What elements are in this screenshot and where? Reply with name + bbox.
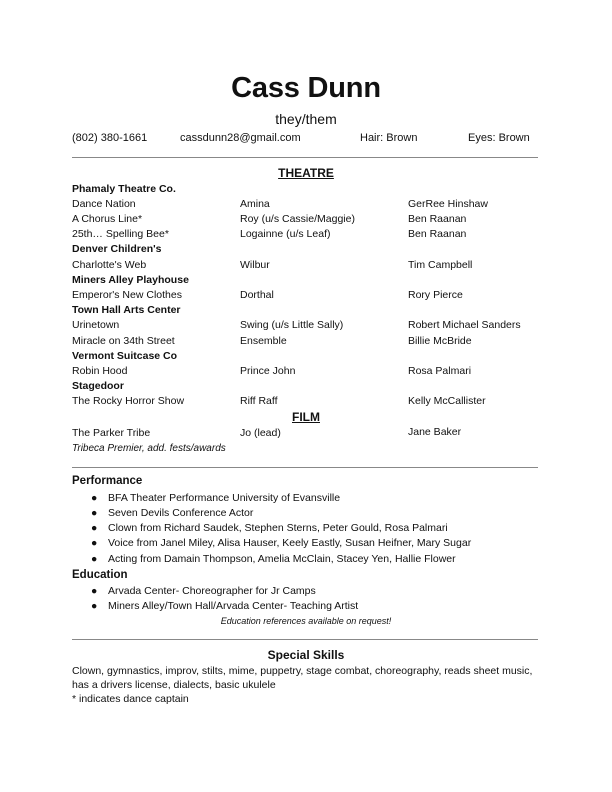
- show-title: Emperor's New Clothes: [72, 289, 182, 301]
- role: Wilbur: [240, 259, 270, 271]
- credit-row: [72, 335, 542, 350]
- pronouns: they/them: [275, 111, 337, 127]
- director: Rosa Palmari: [408, 365, 472, 377]
- divider: [72, 157, 538, 158]
- role: Roy (u/s Cassie/Maggie): [240, 213, 355, 225]
- show-title: Urinetown: [72, 319, 120, 331]
- credit-row: [72, 259, 542, 274]
- divider: [72, 639, 538, 640]
- film-title: The Parker Tribe: [72, 427, 151, 439]
- director: Jane Baker: [408, 426, 462, 438]
- company-name: Denver Children's: [72, 243, 162, 255]
- credit-row: [72, 289, 542, 304]
- bullet-icon: ●: [91, 600, 98, 612]
- bullet-icon: ●: [91, 522, 98, 534]
- role: Swing (u/s Little Sally): [240, 319, 344, 331]
- skills-line: Clown, gymnastics, improv, stilts, mime, puppetry, stage combat, choreography, reads sheet music,: [72, 665, 533, 677]
- performance-heading: Performance: [72, 475, 143, 487]
- company-name: Vermont Suitcase Co: [72, 350, 178, 362]
- resume-name: Cass Dunn: [231, 72, 381, 104]
- director: GerRee Hinshaw: [408, 198, 488, 210]
- resume-page: Cass Dunn they/them (802) 380-1661 cassdunn28@gmail.com Hair: Brown Eyes: Brown THEATRE Phamaly Theatre Co. Dance Nation Amina GerRee Hinshaw A Chorus Line* Roy (u/s Cassie/Maggie) Ben Raanan 25th… Spelling Bee* Logainne (u/s Leaf) Ben Raanan Denver Children's Charlotte's Web Wilbur Tim Campbell Miners Alley Playhouse Emperor's New Clothes Dorthal Rory Pierce Town Hall Arts Center Urinetown Swing (u/s Little Sally) Robert Michael Sanders Miracle on 34th Street Ensemble Billie McBride Vermont Suitcase Co Robin Hood Prince John Rosa Palmari Stagedoor The Rocky Horror Show Riff Raff Kelly McCallister FILM The Parker Tribe Jo (lead) Jane Baker Tribeca Premier, add. fests/awards Performance ● BFA Theater Performance University of Evansville ● Seven Devils Conference Actor ● Clown from Richard Saudek, Stephen Sterns, Peter Gould, Rosa Palmari ● Voice from Janel Miley, Alisa Hauser, Keely Eastly, Susan Heifner, Mary Sugar ● Acting from Damain Thompson, Amelia McClain, Stacey Yen, Hallie Flower Education ● Arvada Center- Choreographer for Jr Camps ● Miners Alley/Town Hall/Arvada Center- Teaching Artist Education references available on request! Special Skills Clown, gymnastics, improv, stilts, mime, puppetry, stage combat, choreography, reads sheet music, has a drivers license, dialects, basic ukulele * indicates dance captain: [0, 0, 612, 792]
- hair-color: Hair: Brown: [360, 132, 418, 144]
- role: Ensemble: [240, 335, 287, 347]
- dance-captain-note: * indicates dance captain: [72, 693, 189, 705]
- role: Amina: [240, 198, 270, 210]
- role: Dorthal: [240, 289, 274, 301]
- credit-row: [72, 395, 542, 410]
- director: Robert Michael Sanders: [408, 319, 521, 331]
- divider: [72, 467, 538, 468]
- director: Kelly McCallister: [408, 395, 486, 407]
- show-title: Charlotte's Web: [72, 259, 147, 271]
- theatre-section-title: THEATRE: [278, 166, 334, 180]
- show-title: Miracle on 34th Street: [72, 335, 175, 347]
- show-title: The Rocky Horror Show: [72, 395, 185, 407]
- eye-color: Eyes: Brown: [468, 132, 530, 144]
- bullet-icon: ●: [91, 492, 98, 504]
- company-name: Town Hall Arts Center: [72, 304, 181, 316]
- film-note: Tribeca Premier, add. fests/awards: [72, 443, 226, 454]
- director: Tim Campbell: [408, 259, 473, 271]
- role: Logainne (u/s Leaf): [240, 228, 331, 240]
- role: Jo (lead): [240, 427, 281, 439]
- education-heading: Education: [72, 569, 128, 581]
- director: Ben Raanan: [408, 228, 467, 240]
- skills-line: has a drivers license, dialects, basic ukulele: [72, 679, 276, 691]
- bullet-icon: ●: [91, 585, 98, 597]
- director: Ben Raanan: [408, 213, 467, 225]
- email-address: cassdunn28@gmail.com: [180, 132, 301, 144]
- bullet-icon: ●: [91, 507, 98, 519]
- role: Riff Raff: [240, 395, 278, 407]
- company-name: Stagedoor: [72, 380, 124, 392]
- director: Rory Pierce: [408, 289, 463, 301]
- special-skills-text: [72, 664, 542, 706]
- bullet-icon: ●: [91, 537, 98, 549]
- credit-row: [72, 427, 542, 442]
- credit-row: [72, 228, 542, 243]
- credit-row: [72, 365, 542, 380]
- bullet-icon: ●: [91, 553, 98, 565]
- show-title: Dance Nation: [72, 198, 136, 210]
- references-note: Education references available on request!: [220, 616, 392, 626]
- director: Billie McBride: [408, 335, 472, 347]
- phone-number: (802) 380-1661: [72, 132, 148, 144]
- company-name: Miners Alley Playhouse: [72, 274, 189, 286]
- credit-row: [72, 198, 542, 213]
- credit-row: [72, 213, 542, 228]
- show-title: 25th… Spelling Bee*: [72, 228, 169, 240]
- show-title: Robin Hood: [72, 365, 128, 377]
- company-name: Phamaly Theatre Co.: [72, 183, 176, 195]
- role: Prince John: [240, 365, 296, 377]
- film-section-title: FILM: [292, 410, 320, 424]
- show-title: A Chorus Line*: [72, 213, 143, 225]
- special-skills-heading: Special Skills: [267, 648, 345, 662]
- credit-row: [72, 319, 542, 334]
